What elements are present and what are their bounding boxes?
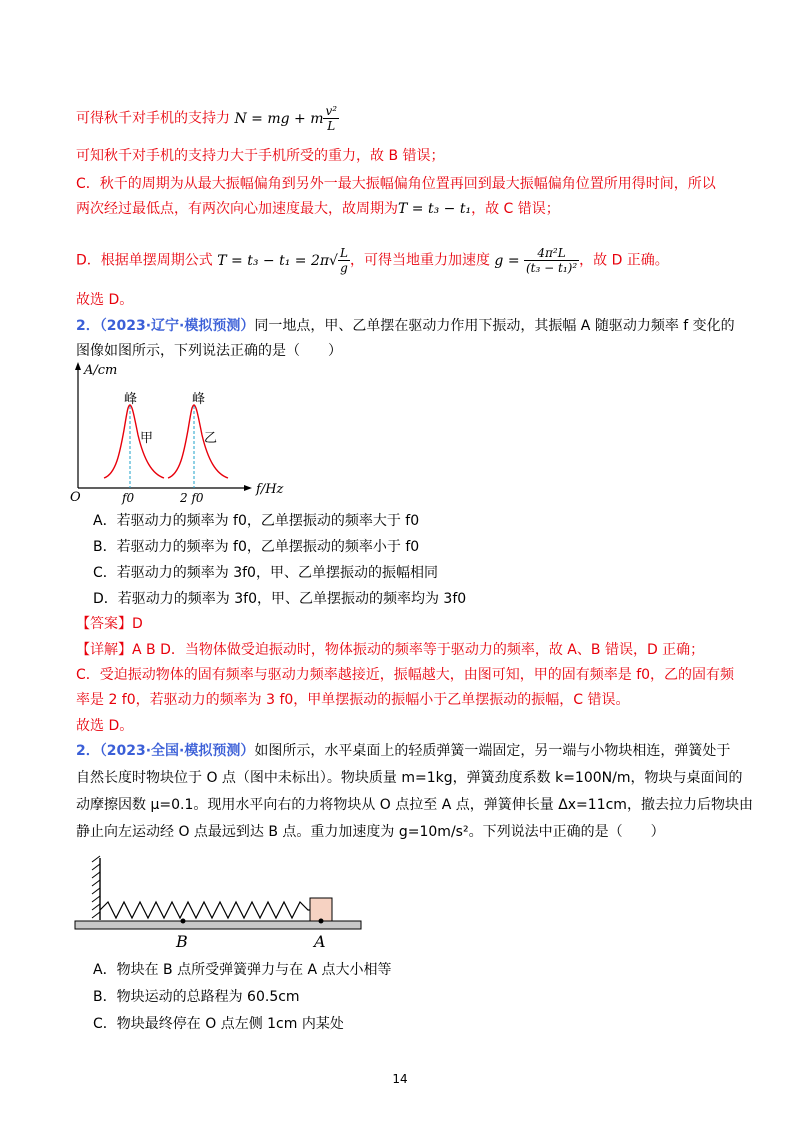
curve-label-jia: 甲 — [140, 431, 154, 446]
detail-line1: 【详解】A B D．当物体做受迫振动时，物体振动的频率等于驱动力的频率，故 A、B 错误，D 正确； — [76, 642, 705, 658]
detail-line2: C．受迫振动物体的固有频率与驱动力频率越接近，振幅越大，由图可知，甲的固有频率是 f0，乙的固有频 — [76, 667, 735, 683]
question-2b-stem-line2: 自然长度时物块位于 O 点（图中未标出）。物块质量 m=1kg，弹簧劲度系数 k=100N/m，物块与桌面间的 — [76, 770, 743, 786]
gravity-formula: g = $\frac{\text{4π²L}}{\text{(t₃ − t₁)²}}$ — [494, 246, 578, 275]
spring-block-figure — [70, 850, 370, 950]
question-source: （2023·全国·模拟预测） — [99, 743, 255, 759]
wall-hatch — [92, 856, 100, 918]
question-2b-stem-line4: 静止向左运动经 O 点最远到达 B 点。重力加速度为 g=10m/s²。下列说法中正确的是（ ） — [76, 824, 665, 840]
support-force-text: 可得秋千对手机的支持力 — [76, 110, 230, 127]
curve-jia — [104, 405, 164, 478]
period-conclusion: ，故 C 错误； — [471, 201, 560, 217]
point-b-dot — [181, 919, 186, 924]
origin-label: O — [70, 490, 81, 505]
period-formula: T = t₃ − t₁ — [398, 201, 472, 217]
option-a: A．物块在 B 点所受弹簧弹力与在 A 点大小相等 — [93, 962, 392, 978]
support-force-line — [76, 104, 339, 133]
question-2a-stem-line1 — [76, 316, 735, 336]
support-force-formula: N = mg + m $\frac{\text{v²}}{L}$ — [234, 104, 338, 133]
table-surface — [75, 921, 361, 929]
tick-f0: f0 — [122, 491, 135, 505]
answer-line: 【答案】D — [76, 616, 143, 632]
label-b: B — [176, 932, 188, 950]
option-a: A．若驱动力的频率为 f0，乙单摆振动的频率大于 f0 — [93, 513, 420, 529]
detail-line3: 率是 2 f0，若驱动力的频率为 3 f0，甲单摆振动的振幅小于乙单摆振动的振幅，C 错误。 — [76, 692, 630, 708]
period-text: 两次经过最低点，有两次向心加速度最大，故周期为 — [76, 201, 398, 217]
conclusion-b-line: 可知秋千对手机的支持力大于手机所受的重力，故 B 错误； — [76, 148, 445, 164]
pendulum-text: D．根据单摆周期公式 — [76, 252, 213, 269]
curve-yi — [168, 405, 228, 478]
choose-d-line: 故选 D。 — [76, 292, 134, 308]
x-axis-label: f/Hz — [256, 482, 284, 497]
option-d-explain-line — [76, 246, 669, 275]
option-d: D．若驱动力的频率为 3f0，甲、乙单摆振动的频率均为 3f0 — [93, 591, 467, 607]
gravity-text: ，可得当地重力加速度 — [349, 252, 490, 269]
curve-label-yi: 乙 — [204, 431, 218, 446]
option-c: C．物块最终停在 O 点左侧 1cm 内某处 — [93, 1016, 344, 1032]
option-b: B．若驱动力的频率为 f0，乙单摆振动的频率小于 f0 — [93, 539, 420, 555]
peak-label-1: 峰 — [124, 392, 138, 407]
question-number: 2． — [76, 743, 100, 759]
spring — [100, 902, 310, 918]
y-axis-arrow-icon — [75, 362, 81, 370]
question-stem: 同一地点，甲、乙单摆在驱动力作用下振动，其振幅 A 随驱动力频率 f 变化的 — [254, 318, 735, 334]
y-axis-label: A/cm — [84, 363, 118, 378]
option-c-explain-line2 — [76, 199, 560, 219]
question-source: （2023·辽宁·模拟预测） — [99, 318, 255, 334]
point-a-dot — [319, 919, 324, 924]
peak-label-2: 峰 — [192, 392, 206, 407]
pendulum-formula: T = t₃ − t₁ = 2π√ $\frac{L}{g}$ — [217, 246, 348, 275]
question-number: 2． — [76, 318, 100, 334]
page-number: 14 — [392, 1072, 408, 1086]
question-2b-stem-line1 — [76, 741, 730, 761]
resonance-chart — [60, 360, 310, 505]
option-b: B．物块运动的总路程为 60.5cm — [93, 989, 300, 1005]
question-2b-stem-line3: 动摩擦因数 μ=0.1。现用水平向右的力将物块从 O 点拉至 A 点，弹簧伸长量 Δx=11cm，撤去拉力后物块由 — [76, 797, 753, 813]
gravity-conclusion: ，故 D 正确。 — [579, 252, 669, 269]
tick-2f0: 2 f0 — [180, 491, 204, 505]
label-a: A — [314, 932, 326, 950]
detail-conclusion: 故选 D。 — [76, 718, 134, 734]
option-c-explain-line1: C．秋千的周期为从最大振幅偏角到另外一最大振幅偏角位置再回到最大振幅偏角位置所用得时间，所以 — [76, 176, 716, 192]
question-2a-stem-line2: 图像如图所示，下列说法正确的是（ ） — [76, 343, 342, 359]
option-c: C．若驱动力的频率为 3f0，甲、乙单摆振动的振幅相同 — [93, 565, 438, 581]
question-stem: 如图所示，水平桌面上的轻质弹簧一端固定，另一端与小物块相连，弹簧处于 — [254, 743, 731, 759]
block — [310, 898, 332, 921]
x-axis-arrow-icon — [244, 485, 252, 491]
